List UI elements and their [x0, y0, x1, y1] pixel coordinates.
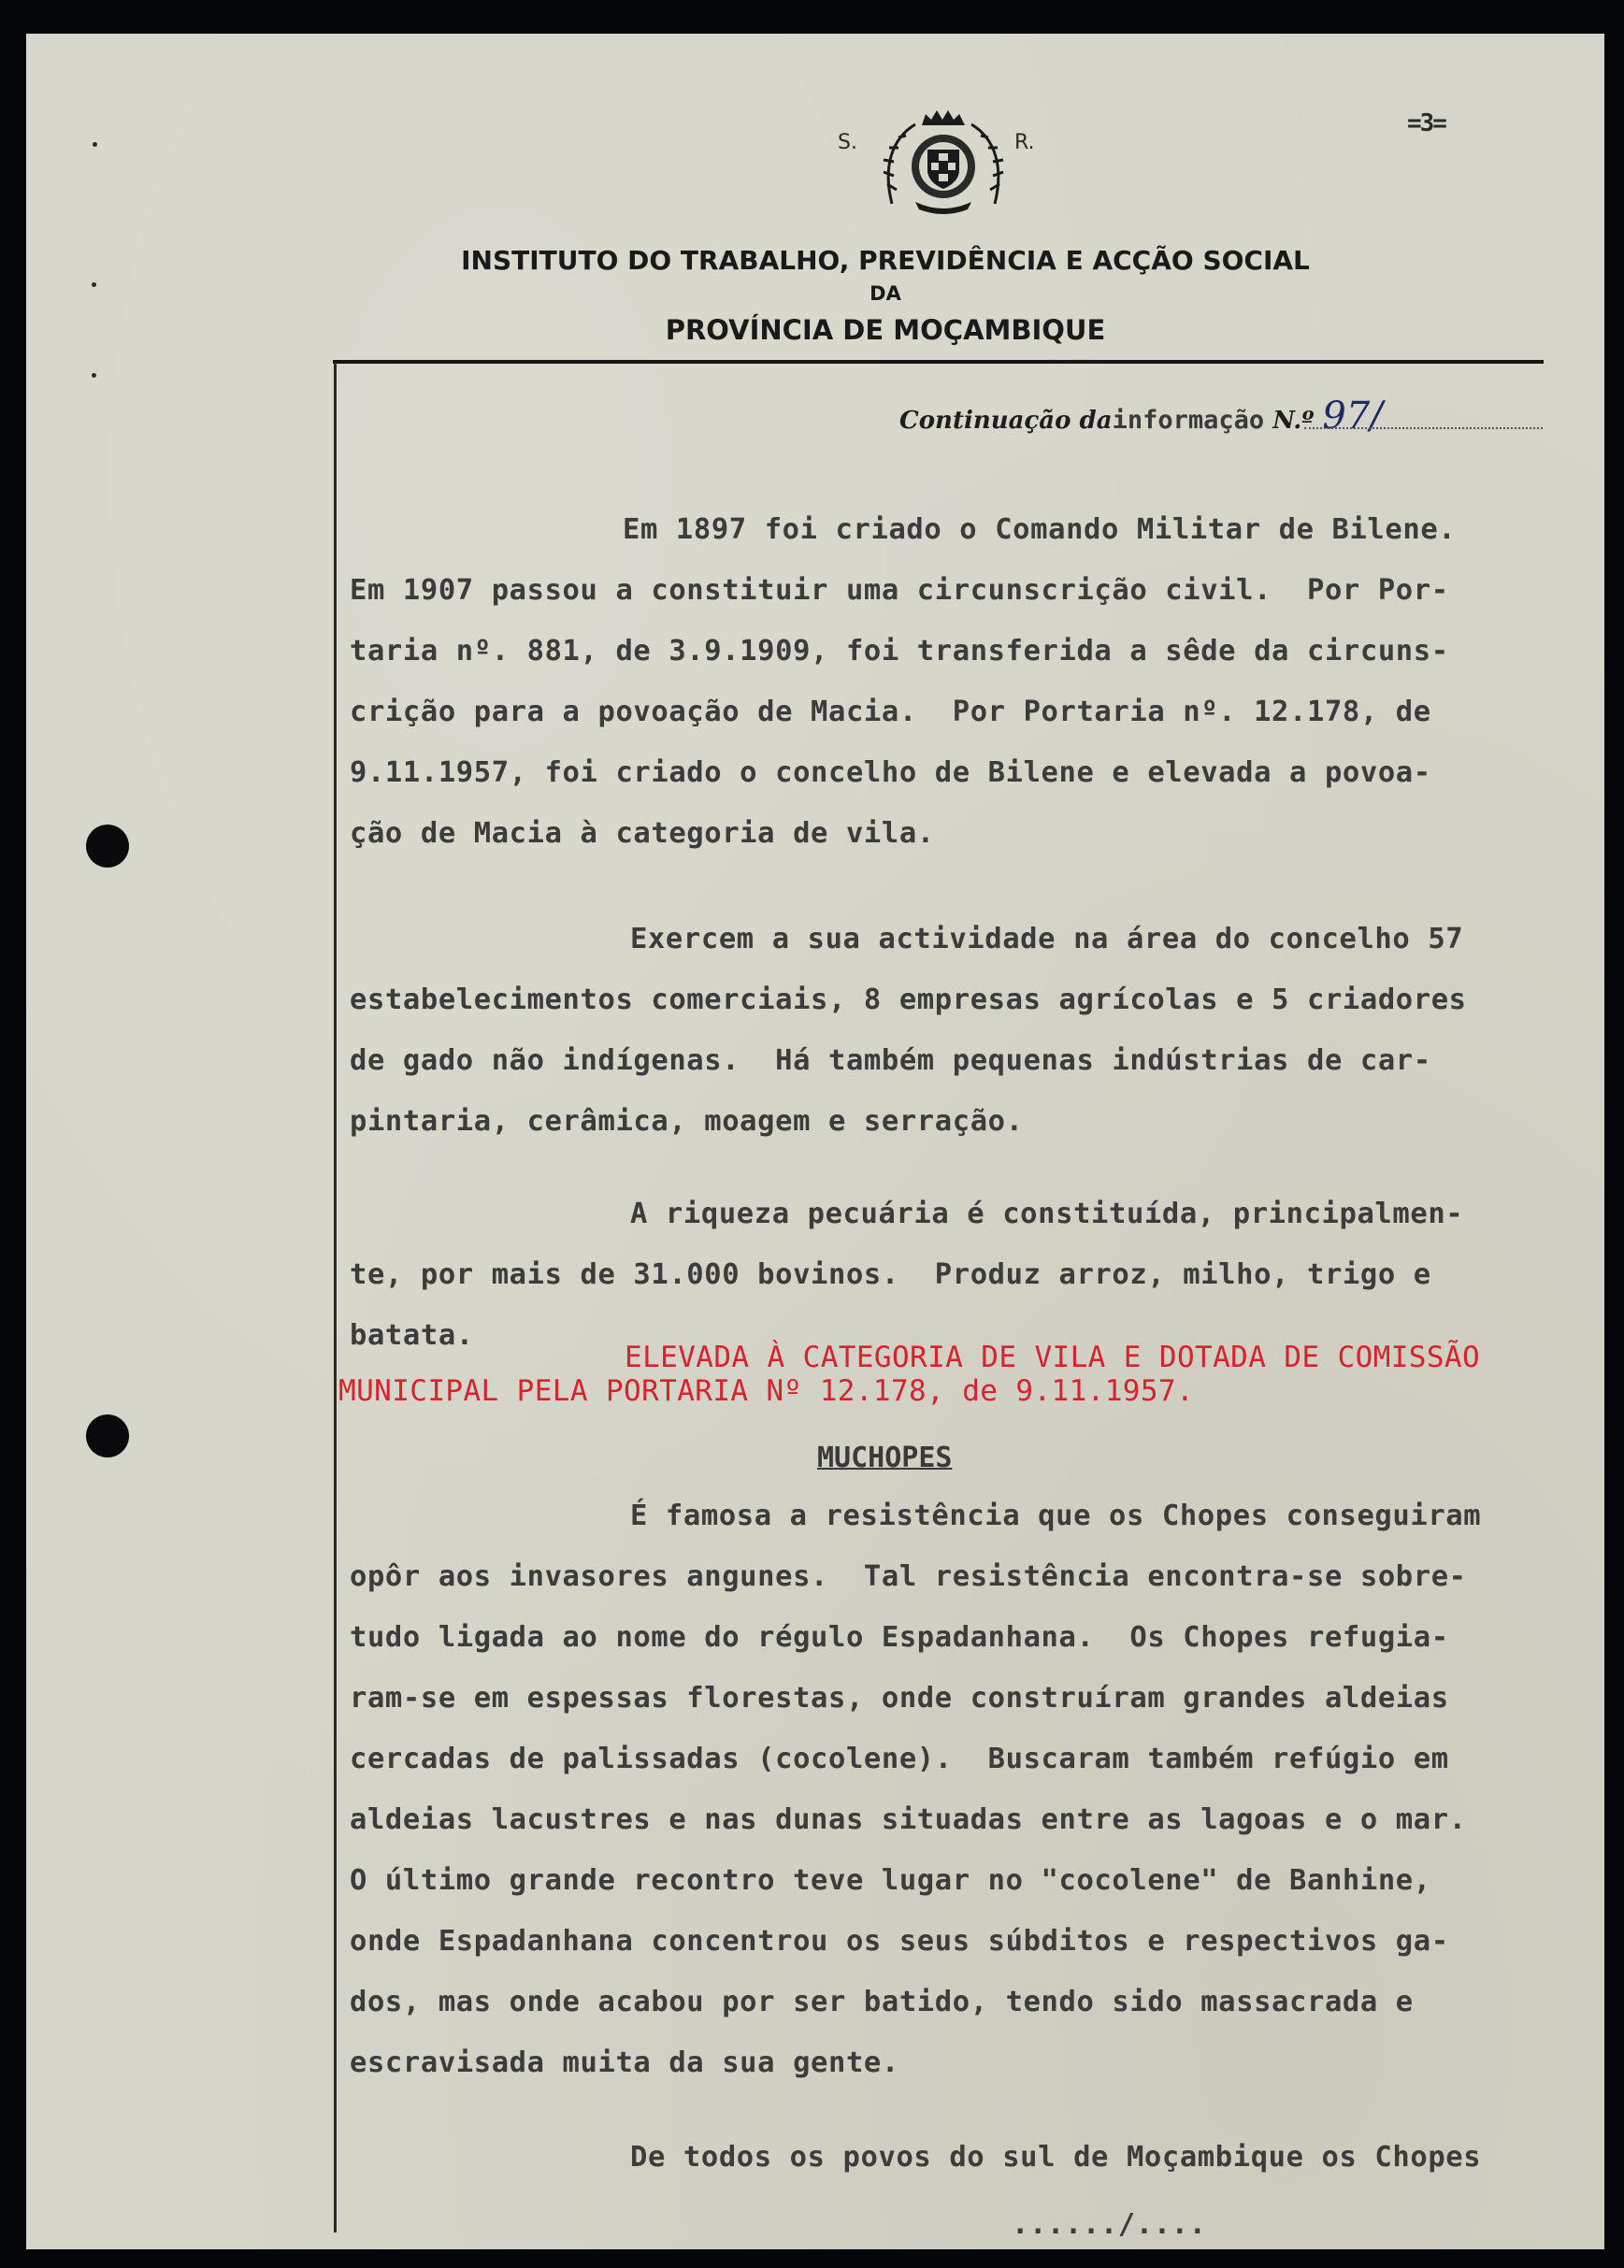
body-line: te, por mais de 31.000 bovinos. Produz arroz, milho, trigo e [350, 1258, 1431, 1291]
red-annotation-line-1: ELEVADA À CATEGORIA DE VILA E DOTADA DE COMISSÃO [625, 1341, 1481, 1374]
body-line: de gado não indígenas. Há também pequenas indústrias de car- [350, 1044, 1431, 1077]
section-line: dos, mas onde acabou por ser batido, tendo sido massacrada e [350, 1986, 1414, 2018]
body-line: taria nº. 881, de 3.9.1909, foi transferida a sêde da circuns- [350, 635, 1449, 667]
document-type: informação [1112, 406, 1265, 435]
paper-speck [92, 373, 96, 378]
body-line: estabelecimentos comerciais, 8 empresas agrícolas e 5 criadores [350, 983, 1467, 1016]
section-line: ram-se em espessas florestas, onde construíram grandes aldeias [350, 1682, 1449, 1715]
section-line: tudo ligada ao nome do régulo Espadanhana. Os Chopes refugia- [350, 1621, 1449, 1654]
body-line: crição para a povoação de Macia. Por Portaria nº. 12.178, de [350, 696, 1431, 728]
crest-letter-right: R. [1014, 131, 1035, 154]
paper-speck [93, 142, 97, 147]
section-line: De todos os povos do sul de Moçambique os Chopes [630, 2141, 1482, 2174]
continuation-line [899, 395, 1383, 438]
continuation-label: Continuação da [899, 407, 1113, 435]
section-line: aldeias lacustres e nas dunas situadas entre as lagoas e o mar. [350, 1803, 1467, 1836]
continuation-marker: ....../.... [1012, 2208, 1207, 2241]
section-line: escravisada muita da sua gente. [350, 2046, 899, 2079]
section-line: É famosa a resistência que os Chopes conseguiram [630, 1500, 1482, 1532]
red-annotation-line-2: MUNICIPAL PELA PORTARIA Nº 12.178, de 9.11.1957. [338, 1374, 1195, 1408]
institute-connector: DA [869, 282, 901, 305]
punch-hole-top [86, 825, 129, 868]
province-name: PROVÍNCIA DE MOÇAMBIQUE [665, 314, 1106, 346]
section-line: onde Espadanhana concentrou os seus súbditos e respectivos ga- [350, 1925, 1449, 1958]
institute-name: INSTITUTO DO TRABALHO, PREVIDÊNCIA E ACÇÃO SOCIAL [461, 245, 1310, 276]
body-line: Em 1907 passou a constituir uma circunscrição civil. Por Por- [350, 574, 1449, 607]
number-label: N.º [1272, 407, 1315, 435]
section-line: opôr aos invasores angunes. Tal resistência encontra-se sobre- [350, 1560, 1467, 1593]
document-number: 97/ [1322, 395, 1383, 438]
section-line: O último grande recontro teve lugar no "cocolene" de Banhine, [350, 1864, 1431, 1897]
section-line: cercadas de palissadas (cocolene). Buscaram também refúgio em [350, 1743, 1449, 1775]
body-line: Em 1897 foi criado o Comando Militar de Bilene. [623, 513, 1457, 546]
punch-hole-bottom [86, 1414, 129, 1457]
body-line: A riqueza pecuária é constituída, principalmen- [630, 1198, 1464, 1230]
margin-rule [334, 363, 337, 2232]
body-line: Exercem a sua actividade na área do concelho 57 [630, 923, 1464, 955]
header-rule [333, 360, 1544, 364]
page-number: =3= [1407, 109, 1445, 137]
body-line: 9.11.1957, foi criado o concelho de Bilene e elevada a povoa- [350, 756, 1431, 789]
section-title: MUCHOPES [817, 1442, 953, 1474]
body-line: ção de Macia à categoria de vila. [350, 817, 935, 850]
crest-letter-left: S. [838, 131, 857, 154]
continuation-dotted-line [1304, 427, 1543, 429]
coat-of-arms-icon [873, 92, 1013, 232]
body-line: batata. [350, 1319, 474, 1352]
body-line: pintaria, cerâmica, moagem e serração. [350, 1105, 1024, 1138]
document-page [26, 34, 1604, 2249]
